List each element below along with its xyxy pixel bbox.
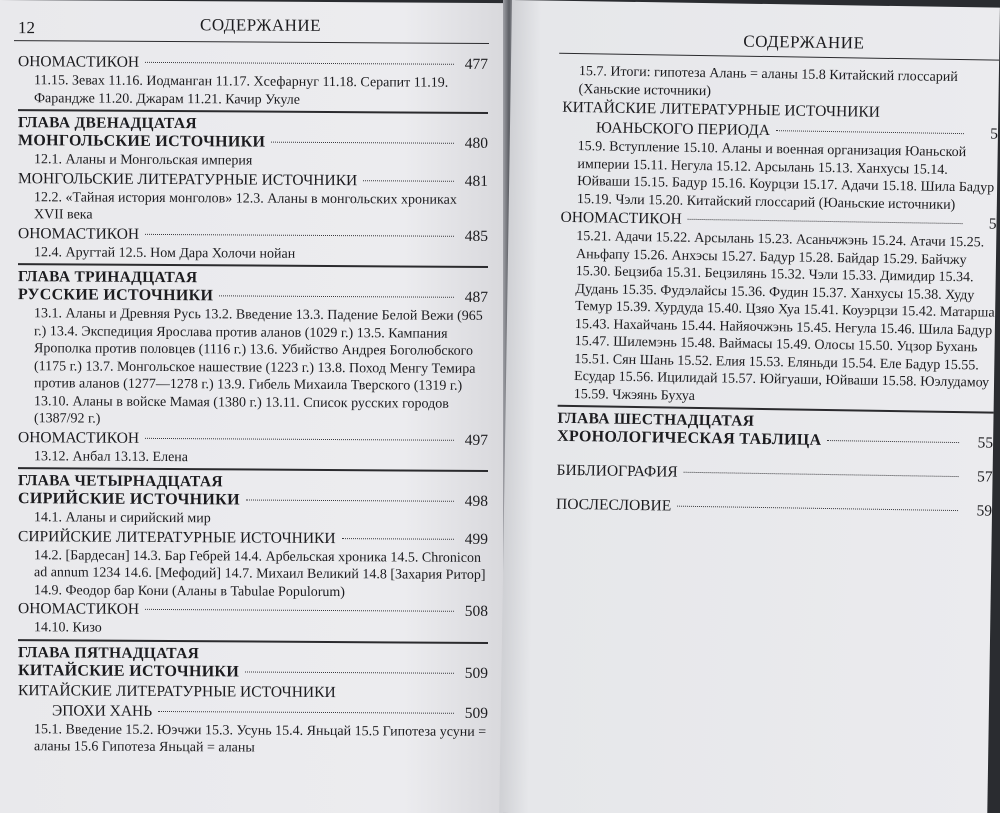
subsection-list: 15.1. Введение 15.2. Юэчжи 15.3. Усунь 15.4. Яньцай 15.5 Гипотеза усуни = аланы 15.6 Гипотеза Яньцай = аланы [34, 721, 487, 756]
page-reference: 59 [976, 502, 993, 520]
page-reference: 5 [988, 215, 997, 233]
header-rule [559, 53, 999, 61]
chapter-divider [18, 109, 488, 114]
section-title: КИТАЙСКИЕ ЛИТЕРАТУРНЫЕ ИСТОЧНИКИ [562, 98, 881, 121]
section-title: ОНОМАСТИКОН [560, 208, 682, 228]
dot-leader [145, 233, 454, 236]
running-head: СОДЕРЖАНИЕ [743, 31, 865, 53]
section-title: ПОСЛЕСЛОВИЕ [555, 495, 672, 515]
dot-leader [684, 472, 959, 477]
page-reference: 57 [976, 468, 993, 486]
toc-entry[interactable] [18, 701, 488, 724]
section-title: БИБЛИОГРАФИЯ [556, 461, 678, 481]
section-title: МОНГОЛЬСКИЕ ЛИТЕРАТУРНЫЕ ИСТОЧНИКИ [18, 169, 358, 189]
toc-entry[interactable] [18, 169, 488, 192]
dot-leader [271, 142, 454, 144]
dot-leader [246, 500, 454, 502]
section-title: ЭПОХИ ХАНЬ [52, 701, 153, 720]
dot-leader [158, 710, 454, 713]
subsection-list: 15.21. Адачи 15.22. Арсылань 15.23. Асаньчжэнь 15.24. Атачи 15.25. Аньфапу 15.26. Анхэсы 15.27. Бадур 15.28. Байдар 15.29. Байчжу 15.30. Бецзиба 15.31. Бецзилянь 15.32. Чэли 15.33. Димидир 15.34. Дудань 15.35. Фудэлайсы 15.36. Фудин 15.37. Ханхусы 15.38. Худу Темур 15.39. Хурдуда 15.40. Цзяо Хуа 15.41. Коуэрцзи 15.42. Матарша 15.43. Нахайчань 15.44. Найяочжэнь 15.45. Негула 15.46. Шила Бадур 15.47. Шилемэнь 15.48. Ваймасы 15.49. Олосы 15.50. Уцзор Бухань 15.51. Сян Шань 15.52. Елия 15.53. Еляньди 15.54. Еле Бадур 15.55. Есудар 15.56. Ицилидай 15.57. Юйгуаши, Юйваши 15.58. Юэлудамоу 15.59. Чжэянь Бухуа [573, 229, 995, 404]
subsection-list: 13.1. Аланы и Древняя Русь 13.2. Введение 13.3. Падение Белой Вежи (965 г.) 13.4. Экспедиция Ярослава против аланов (1029 г.) 13.5. Кампания Ярополка против половцев (1116 г.) 13.6. Убийство Андрея Боголюбского (1175 г.) 13.7. Монгольское нашествие (1223 г.) 13.8. Поход Менгу Темира против аланов (1277—1278 г.) 13.9. Гибель Михаила Тверского (1319 г.) 13.10. Аланы в войске Мамая (1380 г.) 13.11. Список русских городов (1387/92 г.) [34, 306, 483, 427]
section-title: ОНОМАСТИКОН [18, 600, 140, 618]
table-of-contents-left [18, 52, 488, 758]
page-reference: 480 [464, 134, 488, 152]
toc-entry[interactable] [18, 224, 488, 247]
dot-leader [145, 609, 454, 612]
dot-leader [827, 440, 959, 443]
chapter-heading: ГЛАВА ШЕСТНАДЦАТАЯ [557, 409, 755, 430]
page-reference: 477 [464, 55, 488, 73]
dot-leader [688, 219, 963, 224]
page-reference: 509 [464, 704, 488, 722]
chapter-heading: ГЛАВА ТРИНАДЦАТАЯ [18, 268, 198, 287]
page-reference: 497 [464, 431, 488, 449]
subsection-list: 14.2. [Бардесан] 14.3. Бар Гебрей 14.4. Арбельская хроника 14.5. Chronicon ad annum 1234 14.6. [Мефодий] 14.7. Михаил Великий 14.8 [Захария Ритор] 14.9. Феодор бар Кони (Аланы в Tabulae Populorum) [34, 547, 486, 600]
chapter-divider [18, 639, 488, 644]
section-title: МОНГОЛЬСКИЕ ИСТОЧНИКИ [18, 132, 266, 151]
chapter-divider [18, 263, 488, 268]
page-reference: 508 [464, 602, 488, 620]
chapter-divider [18, 467, 488, 472]
toc-entry[interactable] [18, 527, 488, 550]
section-title: КИТАЙСКИЕ ИСТОЧНИКИ [18, 661, 240, 680]
subsection-list: 12.4. Аругтай 12.5. Ном Дара Холочи нойан [34, 244, 296, 262]
dot-leader [245, 671, 454, 673]
section-title: ХРОНОЛОГИЧЕСКАЯ ТАБЛИЦА [557, 427, 822, 449]
section-title: ОНОМАСТИКОН [18, 224, 140, 243]
chapter-heading: ГЛАВА ЧЕТЫРНАДЦАТАЯ [18, 472, 223, 491]
subsection-list: 13.12. Анбал 13.13. Елена [34, 448, 189, 465]
page-reference: 5 [990, 125, 999, 143]
toc-entry[interactable] [18, 428, 488, 451]
page-reference: 509 [464, 664, 488, 682]
running-head: СОДЕРЖАНИЕ [200, 15, 322, 35]
page-reference: 498 [464, 492, 488, 510]
subsection-list: 14.10. Кизо [34, 620, 102, 636]
table-of-contents-right [556, 63, 999, 522]
page-number: 12 [18, 18, 35, 38]
right-page [499, 0, 1000, 813]
page-reference: 485 [464, 227, 488, 245]
subsection-list: 15.9. Вступление 15.10. Аланы и военная организация Юаньской империи 15.11. Негула 15.12. Арсылань 15.13. Ханхусы 15.14. Юйваши 15.15. Бадур 15.16. Коурцзи 15.17. Адачи 15.18. Шила Бадур 15.19. Чэли 15.20. Китайский глоссарий (Юаньские источники) [576, 139, 995, 213]
dot-leader [677, 506, 958, 511]
page-reference: 55 [977, 434, 994, 452]
dot-leader [342, 538, 454, 540]
header-rule [14, 40, 489, 44]
section-title: РУССКИЕ ИСТОЧНИКИ [18, 286, 214, 305]
section-title: ЮАНЬСКОГО ПЕРИОДА [595, 119, 771, 140]
dot-leader [776, 130, 964, 134]
subsection-list: 12.1. Аланы и Монгольская империя [34, 152, 253, 169]
dot-leader [219, 295, 454, 297]
dot-leader [145, 62, 454, 65]
page-reference: 481 [464, 172, 488, 190]
subsection-list: 14.1. Аланы и сирийский мир [34, 510, 211, 527]
page-reference: 499 [464, 530, 488, 548]
section-title: СИРИЙСКИЕ ЛИТЕРАТУРНЫЕ ИСТОЧНИКИ [18, 527, 336, 547]
subsection-list: 15.7. Итоги: гипотеза Алань = аланы 15.8 Китайский глоссарий (Ханьские источники) [578, 64, 958, 99]
dot-leader [145, 437, 454, 440]
subsection-list: 11.15. Зевах 11.16. Иодманган 11.17. Хсефарнуг 11.18. Серапит 11.19. Фарандже 11.20. Джарам 11.21. Качир Укуле [34, 73, 449, 108]
section-title: КИТАЙСКИЕ ЛИТЕРАТУРНЫЕ ИСТОЧНИКИ [18, 681, 336, 701]
section-title: ОНОМАСТИКОН [18, 53, 140, 71]
page-reference: 487 [464, 288, 488, 306]
chapter-heading: ГЛАВА ДВЕНАДЦАТАЯ [18, 114, 197, 133]
chapter-heading: ГЛАВА ПЯТНАДЦАТАЯ [18, 643, 200, 662]
section-title: СИРИЙСКИЕ ИСТОЧНИКИ [18, 490, 240, 509]
dot-leader [363, 180, 454, 182]
subsection-list: 12.2. «Тайная история монголов» 12.3. Аланы в монгольских хрониках XVII века [34, 189, 457, 223]
section-title: ОНОМАСТИКОН [18, 428, 140, 447]
